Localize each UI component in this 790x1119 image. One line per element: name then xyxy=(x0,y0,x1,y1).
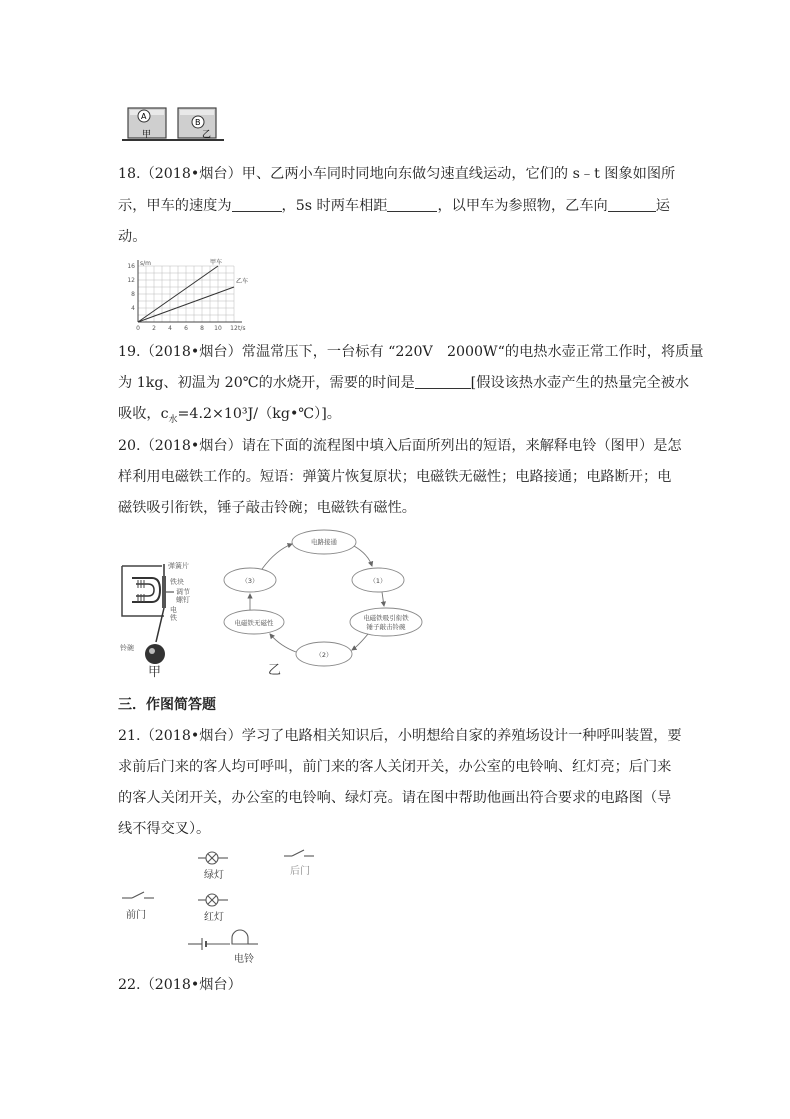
q22-prefix: 22.（2018•烟台） xyxy=(118,977,242,993)
x-tick-label: 0 xyxy=(136,325,140,332)
q18-line3: 动。 xyxy=(118,229,147,245)
q21-line1: 21.（2018•烟台）学习了电路相关知识后，小明想给自家的养殖场设计一种呼叫装置，要 xyxy=(118,728,682,744)
q19-prefix: 19.（2018•烟台） xyxy=(118,344,242,360)
q18-line1: 18.（2018•烟台）甲、乙两小车同时同地向东做匀速直线运动，它们的 s﹣t 图象如图所 xyxy=(118,166,676,182)
q18-blank-speed[interactable] xyxy=(232,197,282,212)
q19-line2: 为 1kg、初温为 20℃的水烧开，需要的时间是 [假设该热水壶产生的热量完全被水 xyxy=(118,375,690,391)
svg-text:螺钉: 螺钉 xyxy=(176,596,190,604)
circuit-components-figure xyxy=(118,848,338,968)
flow-text-bottom: （2） xyxy=(315,651,333,659)
q18-blank-direction[interactable] xyxy=(608,197,656,212)
flow-text-bottom-right-1: 电磁铁吸引衔铁 xyxy=(363,614,409,622)
label-back-door: 后门 xyxy=(290,866,310,877)
q20-line2: 样利用电磁铁工作的。短语：弹簧片恢复原状；电磁铁无磁性；电路接通；电路断开；电 xyxy=(118,469,672,485)
svg-text:铁: 铁 xyxy=(170,614,177,622)
u-magnet xyxy=(132,578,160,602)
section3-title: 三．作图简答题 xyxy=(118,697,216,713)
label-bell-component: 电铃 xyxy=(234,954,254,965)
label-green-lamp: 绿灯 xyxy=(204,870,224,881)
q17-containers-figure xyxy=(118,100,228,146)
label-spring: 弹簧片 xyxy=(168,562,189,570)
q18-line2: 示，甲车的速度为 ，5s 时两车相距 ，以甲车为参照物，乙车向 运 xyxy=(118,198,670,214)
bell-symbol xyxy=(232,930,248,944)
svg-text:电: 电 xyxy=(170,606,177,614)
label-bell: 铃碗 xyxy=(120,644,134,652)
q19-line1: 19.（2018•烟台）常温常压下，一台标有 “220V 2000W“的电热水壶正常工作时，将质量 xyxy=(118,344,704,360)
figure-jia-caption: 甲 xyxy=(148,665,162,678)
q21-line2: 求前后门来的客人均可呼叫，前门来的客人关闭开关，办公室的电铃响、红灯亮；后门来 xyxy=(118,759,672,775)
flow-text-right: （1） xyxy=(369,577,387,585)
q22-line1 xyxy=(118,975,242,995)
armature xyxy=(162,576,166,608)
series-label: 乙车 xyxy=(236,278,248,285)
q18-blank-distance[interactable] xyxy=(387,197,437,212)
x-axis-label: t/s xyxy=(238,325,246,332)
x-tick-label: 6 xyxy=(184,325,188,332)
bell-dome xyxy=(145,644,165,664)
y-tick-label: 4 xyxy=(131,305,135,312)
q18-st-chart xyxy=(118,258,248,332)
q20-line3: 磁铁吸引衔铁，锤子敲击铃碗；电磁铁有磁性。 xyxy=(118,500,416,516)
back-door-switch-symbol xyxy=(292,850,304,856)
figure-yi-caption: 乙 xyxy=(268,663,282,678)
x-tick-label: 4 xyxy=(168,325,172,332)
q18-prefix: 18.（2018•烟台） xyxy=(118,166,242,182)
q21-line3: 的客人关闭开关，办公室的电铃响、绿灯亮。请在图中帮助他画出符合要求的电路图（导 xyxy=(118,790,672,806)
hammer-arm xyxy=(156,608,164,642)
container-jia-label: 甲 xyxy=(142,130,152,140)
container-yi-label: 乙 xyxy=(202,130,212,140)
front-door-switch-symbol xyxy=(132,892,144,898)
label-armature: 铁块 xyxy=(170,578,184,586)
q21-line4: 线不得交叉）。 xyxy=(118,821,211,837)
q19-line3: 吸收，$c_水=4.2\times 10^3J/(kg•℃)$]。 xyxy=(118,406,341,425)
q20-prefix: 20.（2018•烟台） xyxy=(118,438,242,454)
q19-blank-time[interactable] xyxy=(415,374,471,389)
y-axis-label: s/m xyxy=(140,260,151,267)
label-screw: 调节 xyxy=(176,588,190,596)
flow-text-bottom-right-2: 锤子敲击铃碗 xyxy=(366,623,406,631)
flow-cycle-diagram xyxy=(218,528,438,680)
flow-text-top: 电路接通 xyxy=(311,538,337,546)
y-tick-label: 16 xyxy=(127,263,135,270)
ball-b-label: B xyxy=(195,118,201,127)
y-tick-label: 12 xyxy=(127,277,135,284)
ball-a-label: A xyxy=(141,112,147,121)
electric-bell-figure xyxy=(118,558,208,678)
x-tick-label: 10 xyxy=(214,325,222,332)
y-tick-label: 8 xyxy=(131,291,135,298)
flow-text-left-upper: （3） xyxy=(241,577,259,585)
label-red-lamp: 红灯 xyxy=(204,912,224,923)
flow-node-bottom-right xyxy=(350,608,422,636)
q20-line1: 20.（2018•烟台）请在下面的流程图中填入后面所列出的短语，来解释电铃（图甲）是怎 xyxy=(118,438,682,454)
series-label: 甲车 xyxy=(210,259,223,266)
x-tick-label: 12 xyxy=(230,325,238,332)
x-tick-label: 8 xyxy=(200,325,204,332)
q21-prefix: 21.（2018•烟台） xyxy=(118,728,242,744)
label-front-door: 前门 xyxy=(126,910,146,921)
x-tick-label: 2 xyxy=(152,325,156,332)
flow-text-left-lower: 电磁铁无磁性 xyxy=(234,619,274,627)
